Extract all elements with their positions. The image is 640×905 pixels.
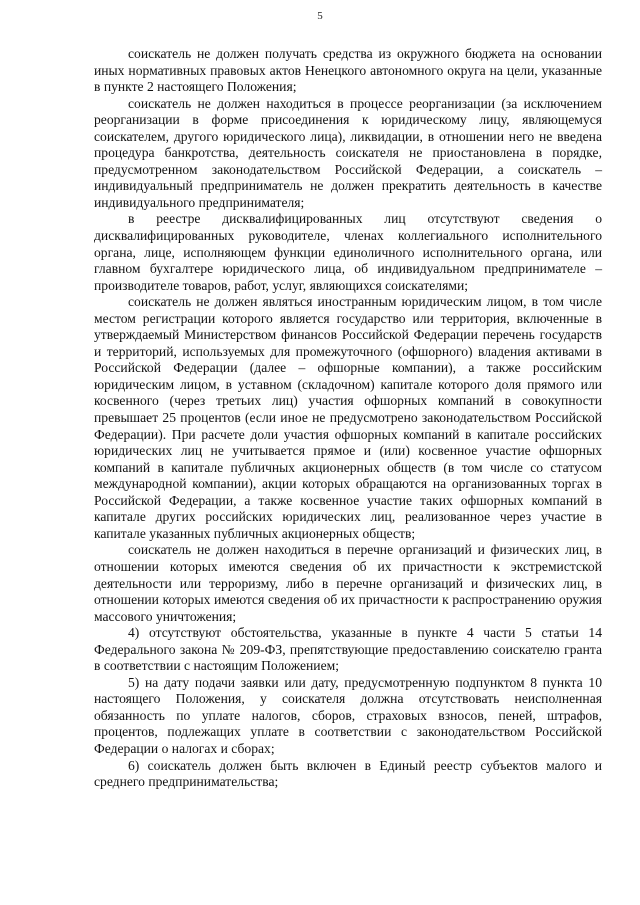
paragraph: 5) на дату подачи заявки или дату, предусмотренную подпунктом 8 пункта 10 настоящего Положения, у соискателя должна отсутствовать неисполненная обязанность по уплате налогов, сборов, страховых взносов, пеней, штрафов, процентов, подлежащих уплате в соответствии с законодательством Российской Федерации о налогах и сборах;: [94, 674, 602, 756]
page-number: 5: [317, 10, 323, 22]
paragraph: соискатель не должен находиться в процессе реорганизации (за исключением реорганизации в форме присоединения к юридическому лицу, являющемуся соискателем, другого юридического лица), ликвидации, в отношении него не введена процедура банкротства, деятельность соискателя не приостановлена в порядке, предусмотренном законодательством Российской Федерации, а соискатель – индивидуальный предприниматель не должен прекратить деятельность в качестве индивидуального предпринимателя;: [94, 95, 602, 210]
paragraph: соискатель не должен являться иностранным юридическим лицом, в том числе местом регистрации которого является государство или территория, включенные в утверждаемый Министерством финансов Российской Федерации перечень государств и территорий, используемых для промежуточного (офшорного) владения активами в Российской Федерации (далее – офшорные компании), а также российским юридическим лицом, в уставном (складочном) капитале которого доля прямого или косвенного (через третьих лиц) участия офшорных компаний в совокупности превышает 25 процентов (если иное не предусмотрено законодательством Российской Федерации). При расчете доли участия офшорных компаний в капитале российских юридических лиц не учитывается прямое и (или) косвенное участие офшорных компаний в капитале публичных акционерных обществ (в том числе со статусом международной компании), акции которых обращаются на организованных торгах в Российской Федерации, а также косвенное участие таких офшорных компаний в капитале других российских юридических лиц, реализованное через участие в капитале указанных публичных акционерных обществ;: [94, 294, 602, 541]
paragraph: соискатель не должен находиться в перечне организаций и физических лиц, в отношении которых имеются сведения об их причастности к экстремистской деятельности или терроризму, либо в перечне организаций и физических лиц, в отношении которых имеются сведения об их причастности к распространению оружия массового уничтожения;: [94, 542, 602, 624]
paragraph: 6) соискатель должен быть включен в Единый реестр субъектов малого и среднего предпринимательства;: [94, 757, 602, 790]
paragraph: 4) отсутствуют обстоятельства, указанные в пункте 4 части 5 статьи 14 Федерального закона № 209-ФЗ, препятствующие предоставлению соискателю гранта в соответствии с настоящим Положением;: [94, 625, 602, 674]
document-body: [94, 46, 602, 791]
paragraph: соискатель не должен получать средства из окружного бюджета на основании иных нормативных правовых актов Ненецкого автономного округа на цели, указанные в пункте 2 настоящего Положения;: [94, 46, 602, 95]
paragraph: в реестре дисквалифицированных лиц отсутствуют сведения о дисквалифицированных руководителе, членах коллегиального исполнительного органа, лице, исполняющем функции единоличного исполнительного органа, или главном бухгалтере юридического лица, об индивидуальном предпринимателе – производителе товаров, работ, услуг, являющихся соискателями;: [94, 211, 602, 293]
